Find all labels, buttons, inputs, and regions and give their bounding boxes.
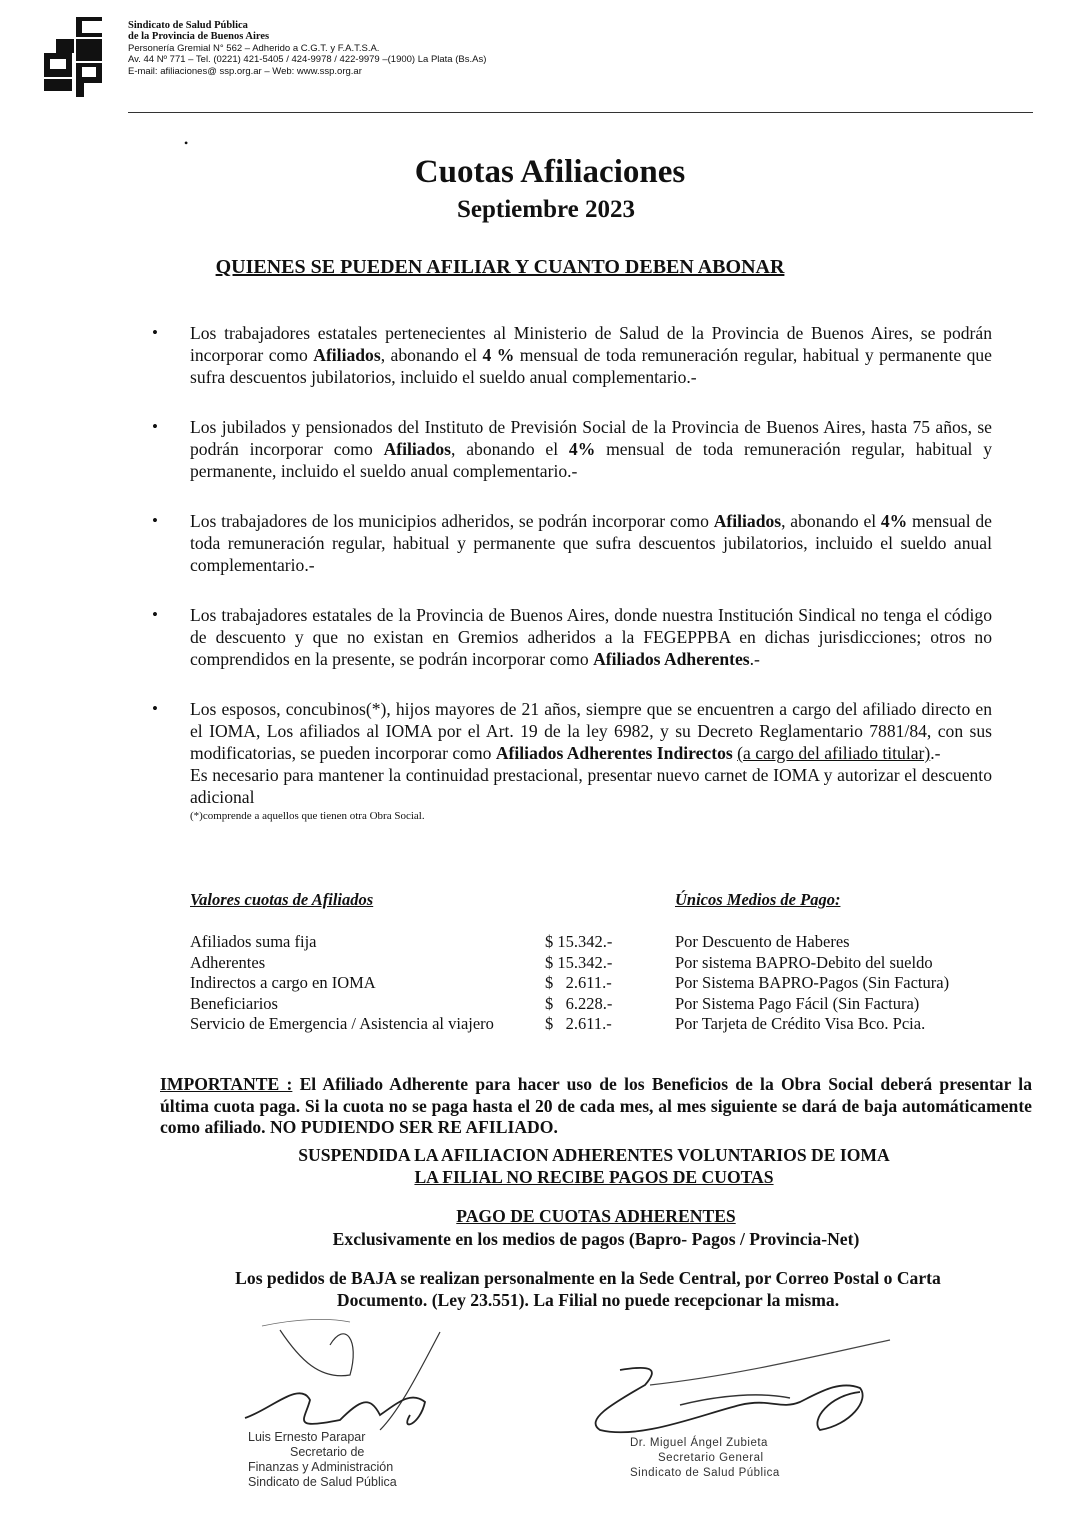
list-item: • Los jubilados y pensionados del Instituto de Previsión Social de la Provincia de Buenos Aires, hasta 75 años, se podrán incorporar como Afiliados, abonando el 4% mensual de toda remuneración regular, habitual y permanente, incluido el sueldo anual complementario.-	[152, 416, 992, 482]
table-row: Indirectos a cargo en IOMA $ 2.611.-	[190, 973, 612, 993]
important-notice: IMPORTANTE : El Afiliado Adherente para hacer uso de los Beneficios de la Obra Social deberá presentar la última cuota paga. Si la cuota no se paga hasta el 20 de cada mes, al mes siguiente se dará de baja automáticamente como afiliado. NO PUDIENDO SER RE AFILIADO.	[160, 1074, 1032, 1137]
signatory-name: Luis Ernesto Parapar	[248, 1430, 366, 1444]
baja-line-1: Los pedidos de BAJA se realizan personalmente en la Sede Central, por Correo Postal o Carta	[235, 1268, 941, 1288]
list-item: • Los trabajadores estatales de la Provincia de Buenos Aires, donde nuestra Institución Sindical no tenga el código de descuento y que no existan en Gremios adheridos a la FEGEPPBA en dichas jurisdicciones; otros no comprendidos en la presente, se podrán incorporar como Afiliados Adherentes.-	[152, 604, 992, 670]
signatory-role: Secretario de	[290, 1445, 365, 1459]
signatory-org: Sindicato de Salud Pública	[630, 1467, 780, 1479]
methods-heading: Únicos Medios de Pago:	[675, 890, 841, 909]
document-title: Cuotas Afiliaciones	[414, 154, 686, 190]
list-item: Por Sistema Pago Fácil (Sin Factura)	[675, 993, 920, 1013]
list-item: Por Tarjeta de Crédito Visa Bco. Pcia.	[675, 1014, 926, 1034]
filial-notice: LA FILIAL NO RECIBE PAGOS DE CUOTAS	[414, 1167, 774, 1187]
list-item: • Los trabajadores estatales pertenecientes al Ministerio de Salud de la Provincia de Buenos Aires, se podrán incorporar como Afiliados, abonando el 4 % mensual de toda remuneración regular, habitual y permanente que sufra descuentos jubilatorios, incluido el sueldo anual complementario.-	[152, 322, 992, 388]
list-item: Por Descuento de Haberes	[675, 932, 850, 951]
signatory-name: Dr. Miguel Ángel Zubieta	[630, 1437, 768, 1449]
signature-block-right	[630, 1436, 780, 1481]
letterhead-line3: Personería Gremial N° 562 – Adherido a C.G.T. y F.A.T.S.A.	[128, 42, 380, 54]
document-period: Septiembre 2023	[457, 196, 635, 223]
footnote: (*)comprende a aquellos que tienen otra Obra Social.	[190, 810, 425, 822]
letterhead-address: Av. 44 Nº 771 – Tel. (0221) 421-5405 / 424-9978 / 422-9979 –(1900) La Plata (Bs.As)	[128, 54, 487, 66]
signatory-org: Sindicato de Salud Pública	[248, 1475, 397, 1489]
baja-line-2: Documento. (Ley 23.551). La Filial no puede recepcionar la misma.	[336, 1290, 840, 1310]
suspended-notice: SUSPENDIDA LA AFILIACION ADHERENTES VOLUNTARIOS DE IOMA	[298, 1145, 890, 1165]
list-item: • Los trabajadores de los municipios adheridos, se podrán incorporar como Afiliados, abonando el 4% mensual de toda remuneración regular, habitual y permanente que sufra descuentos jubilatorios, incluido el sueldo anual complementario.-	[152, 510, 992, 576]
table-row: Servicio de Emergencia / Asistencia al viajero $ 2.611.-	[190, 1014, 612, 1034]
table-row: Beneficiarios $ 6.228.-	[190, 993, 613, 1013]
list-item: • Los esposos, concubinos(*), hijos mayores de 21 años, siempre que se encuentren a cargo del afiliado directo en el IOMA, Los afiliados al IOMA por el Art. 19 de la ley 6982, y su Decreto Reglamentario 7881/84, con sus modificatorias, se pueden incorporar como Afiliados Adherentes Indirectos (a cargo del afiliado titular).- Es necesario para mantener la continuidad prestacional, presentar nuevo carnet de IOMA y autorizar el descuento adicional (*)comprende a aquellos que tienen otra Obra Social.	[152, 698, 992, 823]
table-row: Adherentes $ 15.342.-	[190, 952, 613, 972]
signatory-role: Finanzas y Administración	[248, 1460, 394, 1474]
scan-speck: •	[184, 136, 189, 150]
payment-heading: PAGO DE CUOTAS ADHERENTES	[456, 1206, 736, 1226]
letterhead-org-line1: Sindicato de Salud Pública	[128, 20, 248, 31]
list-item: Por sistema BAPRO-Debito del sueldo	[675, 952, 933, 972]
list-item: Por Sistema BAPRO-Pagos (Sin Factura)	[675, 973, 950, 993]
letterhead-contact: E-mail: afiliaciones@ ssp.org.ar – Web: www.ssp.org.ar	[128, 65, 362, 77]
payment-text: Exclusivamente en los medios de pagos (Bapro- Pagos / Provincia-Net)	[332, 1229, 860, 1249]
letterhead-org-line2: de la Provincia de Buenos Aires	[128, 31, 270, 43]
fees-heading: Valores cuotas de Afiliados	[190, 890, 374, 909]
signatory-role: Secretario General	[658, 1452, 764, 1464]
signature-block-left	[248, 1430, 397, 1490]
section-heading: QUIENES SE PUEDEN AFILIAR Y CUANTO DEBEN ABONAR	[215, 256, 785, 278]
table-row: Afiliados suma fija $ 15.342.-	[190, 932, 613, 951]
ioma-note: Es necesario para mantener la continuidad prestacional, presentar nuevo carnet de IOMA y autorizar el descuento adicional	[190, 765, 992, 807]
